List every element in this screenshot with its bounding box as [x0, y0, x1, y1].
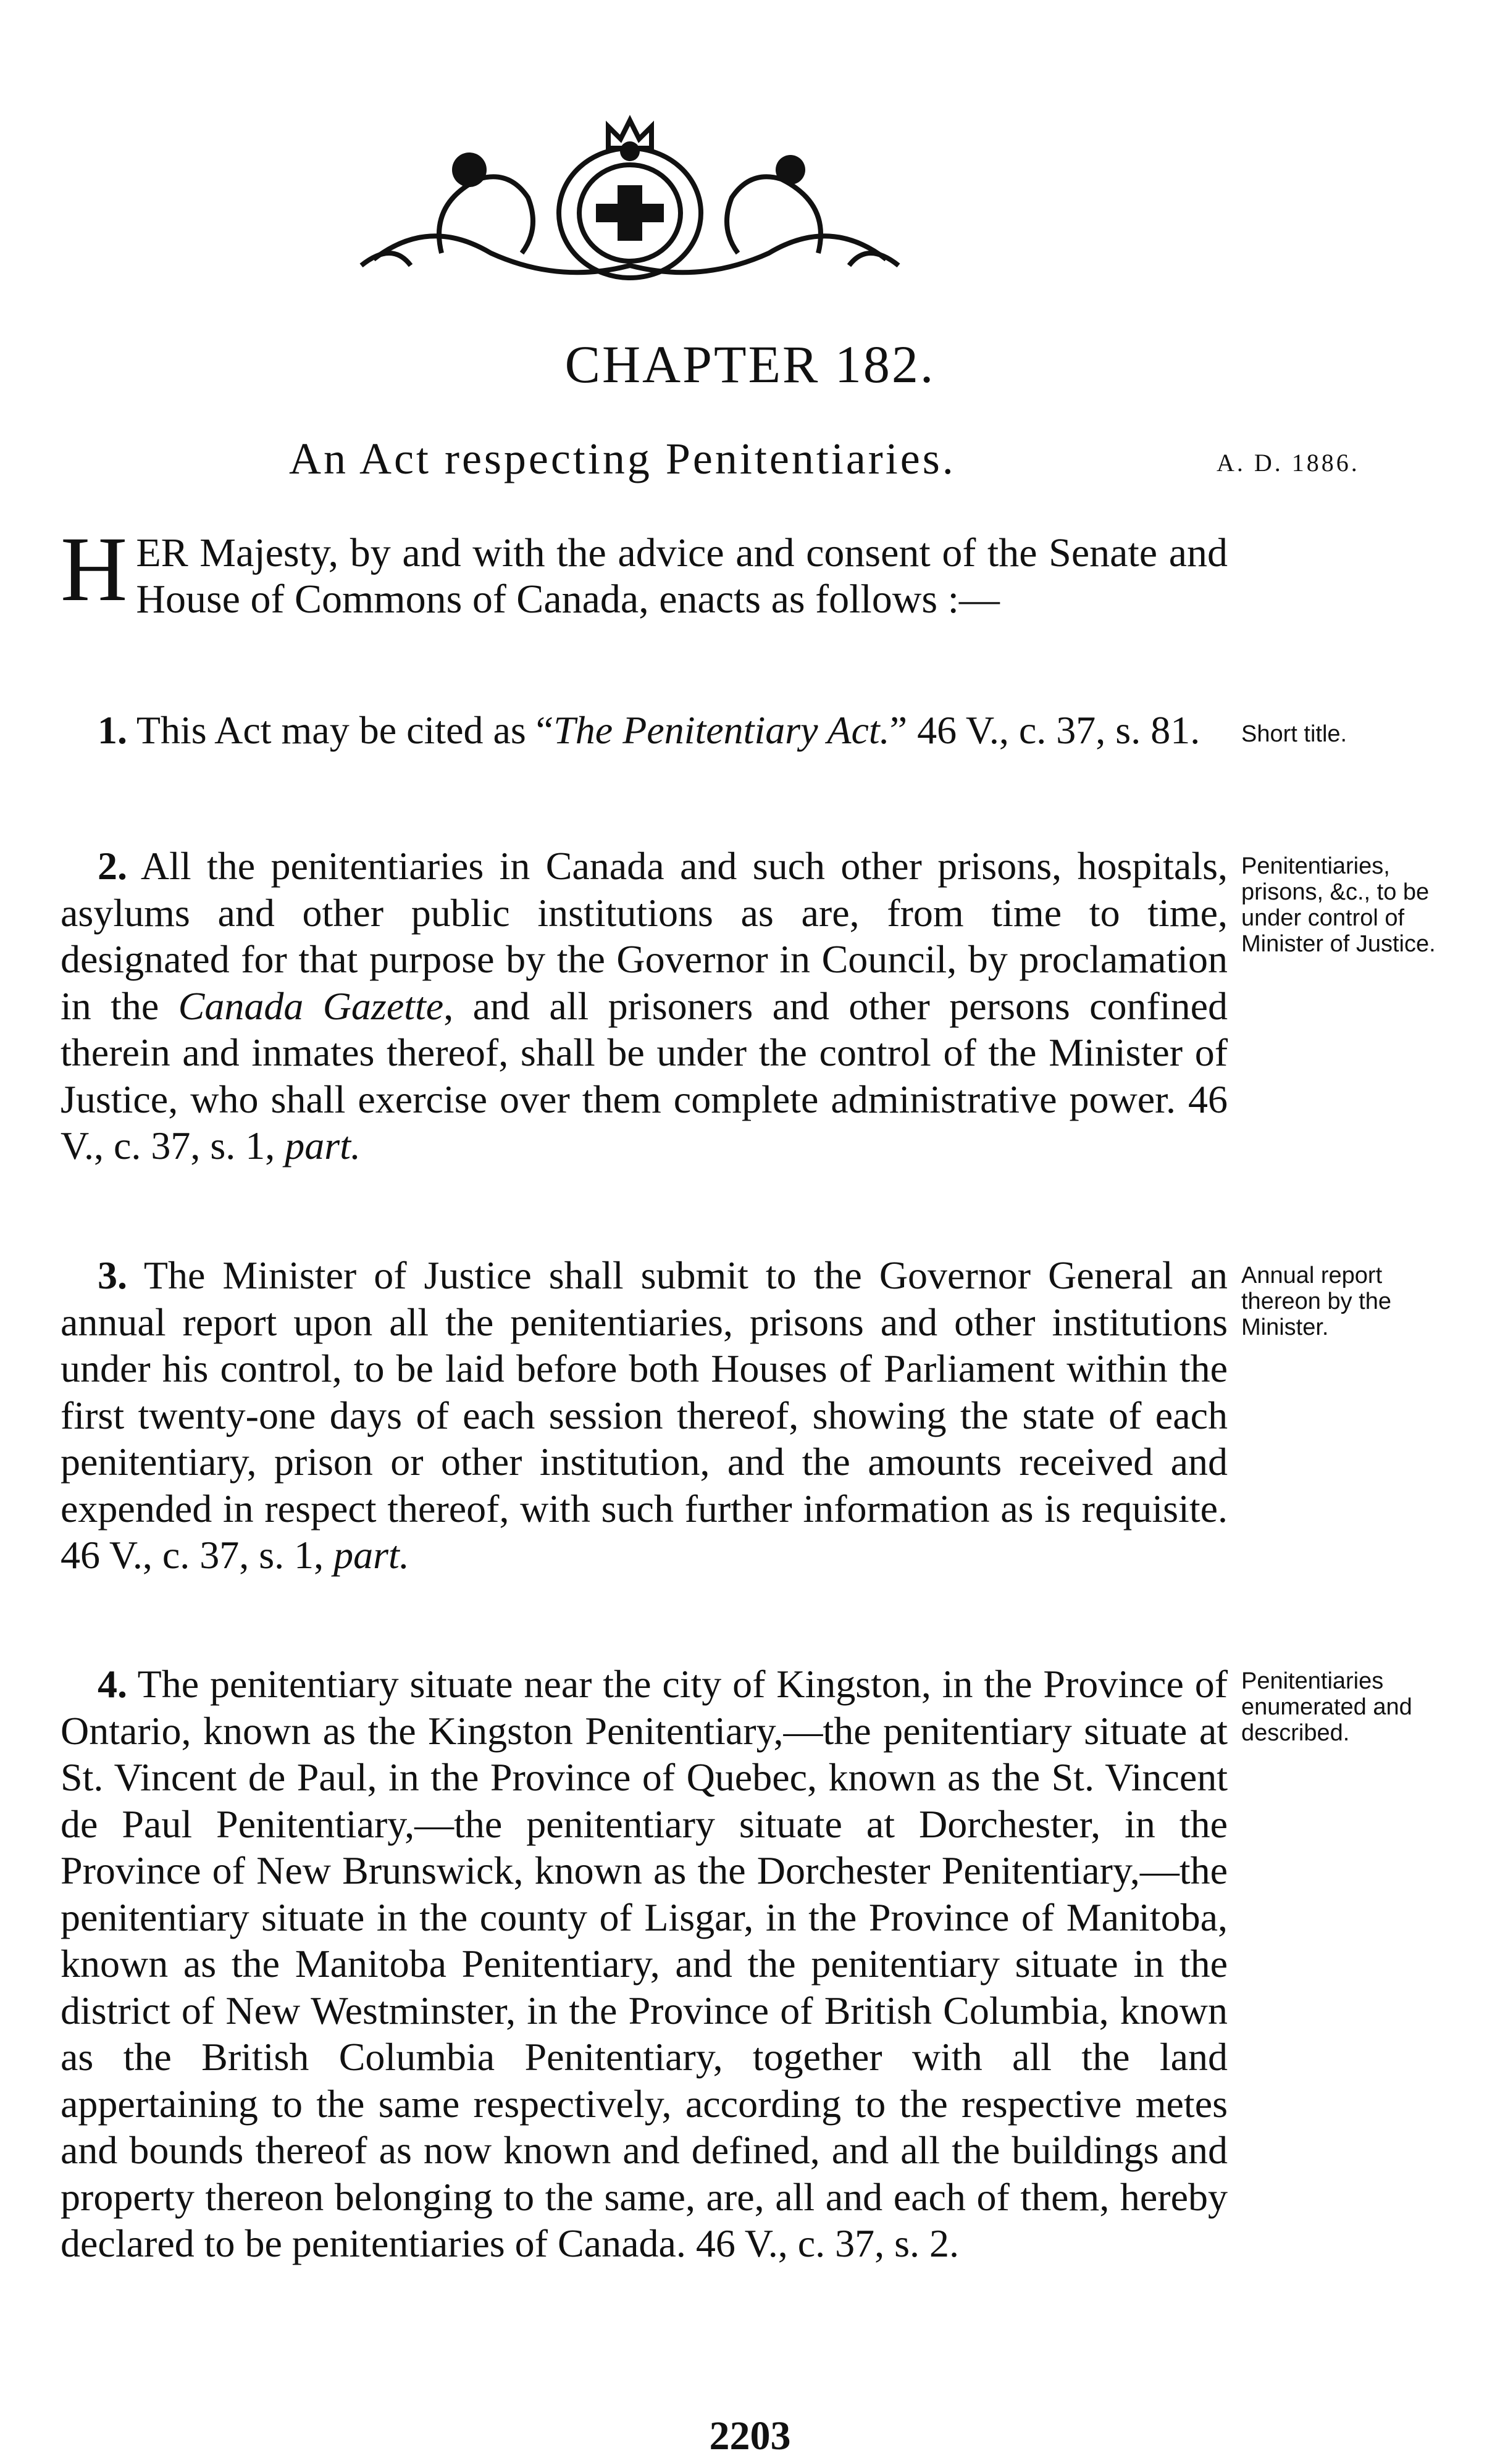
section-number: 2.: [98, 844, 127, 888]
margin-note: Short title.: [1241, 721, 1347, 747]
section-number: 4.: [98, 1662, 127, 1706]
margin-note: Penitentiaries enumerated and described.: [1241, 1668, 1412, 1746]
page-number: 2203: [709, 2413, 791, 2458]
section-text: The penitentiary situate near the city of Kingston, in the Province of Ontario, known as the Kingston Penitentiary,—the penitentiary situate at St. Vincent de Paul, in the Province of Quebec, known as the St. Vincent de Paul Penitentiary,—the penitentiary situate at Dorchester, in the Province of New Brunswick, known as the Dorchester Penitentiary,—the penitentiary situate in the county of Lisgar, in the Province of Manitoba, known as the Manitoba Penitentiary, and the penitentiary situate in the district of New Westminster, in the Province of British Columbia, known as the British Columbia Penitentiary, together with all the land appertaining to the same respectively, according to the respective metes and bounds thereof as now known and defined, and all the buildings and property thereon belonging to the same, are, all and each of them, hereby declared to be penitentiaries of Canada. 46 V., c. 37, s. 2.: [61, 1662, 1228, 2265]
enacting-clause: [61, 518, 1228, 622]
gazette-name: Canada Gazette: [178, 984, 444, 1028]
section-text: The Minister of Justice shall submit to the Governor General an annual report upon all the penitentiaries, prisons and other institutions under his control, to be laid before both Houses of Parliament within the first twenty-one days of each session thereof, showing the state of each penitentiary, prison or other institution, and the amounts received and expended in respect thereof, with such further information as is requisite. 46 V., c. 37, s. 1,: [61, 1253, 1228, 1577]
section-2: [61, 843, 1228, 1169]
section-number: 1.: [98, 708, 127, 752]
section-citation: ” 46 V., c. 37, s. 81.: [889, 708, 1200, 752]
royal-coat-of-arms-icon: [337, 111, 923, 296]
section-text-continued: , and all prisoners and other persons confined therein and inmates thereof, shall be under the control of the Minister of Justice, who shall exercise over them complete administrative power. 46 V., c. 37, s. 1,: [61, 984, 1228, 1167]
section-1: [61, 707, 1228, 754]
drop-cap: H: [61, 518, 128, 620]
chapter-heading: CHAPTER 182.: [564, 335, 936, 394]
citation-part: part.: [333, 1533, 409, 1577]
section-text: All the penitentiaries in Canada and such other prisons, hospitals, asylums and other public institutions as are, from time to time, designated for that purpose by the Governor in Council, by proclamation in the: [61, 844, 1228, 1028]
section-text: This Act may be cited as “: [136, 708, 554, 752]
act-short-title: The Penitentiary Act.: [553, 708, 890, 752]
margin-note: Penitentiaries, prisons, &c., to be under control of Minister of Justice.: [1241, 853, 1436, 957]
section-3: [61, 1252, 1228, 1579]
enacting-clause-text: ER Majesty, by and with the advice and consent of the Senate and House of Commons of Canada, enacts as follows :—: [136, 530, 1228, 622]
act-title: An Act respecting Penitentiaries.: [289, 434, 956, 483]
margin-note: Annual report thereon by the Minister.: [1241, 1263, 1391, 1340]
year-note: A. D. 1886.: [1217, 449, 1360, 477]
citation-part: part.: [285, 1124, 361, 1167]
section-number: 3.: [98, 1253, 127, 1297]
section-4: [61, 1661, 1228, 2267]
